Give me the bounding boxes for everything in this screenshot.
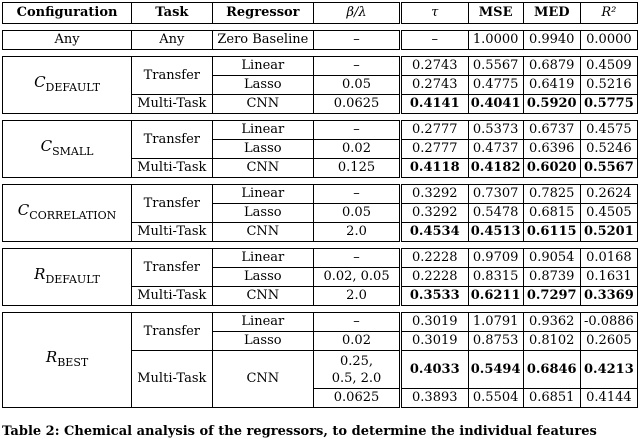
cell-regressor: Zero Baseline [212, 31, 314, 50]
config-main: R [34, 265, 46, 283]
table-row [3, 313, 638, 332]
cell-tau: 0.2777 [400, 121, 468, 140]
beta-lambda-line: 0.5, 2.0 [331, 370, 382, 386]
task-label: Multi-Task [132, 351, 212, 408]
header-mse: MSE [468, 3, 523, 24]
config-label [3, 121, 132, 178]
baseline-row [3, 31, 638, 50]
cell-beta-lambda: 0.02 [314, 332, 401, 351]
cell-tau: – [400, 31, 468, 50]
cell-r2: 0.2624 [580, 185, 637, 204]
spacer [3, 50, 638, 57]
cell-beta-lambda: 0.0625 [314, 389, 401, 408]
cell-regressor: Lasso [212, 76, 314, 95]
cell-med: 0.6737 [523, 121, 580, 140]
cell-r2: 0.5216 [580, 76, 637, 95]
cell-med: 0.7825 [523, 185, 580, 204]
task-label: Multi-Task [132, 95, 212, 114]
table-row [3, 121, 638, 140]
cell-tau: 0.2743 [400, 76, 468, 95]
cell-med: 0.6879 [523, 57, 580, 76]
cell-med: 0.6846 [523, 351, 580, 389]
cell-beta-lambda: – [314, 31, 401, 50]
header-med: MED [523, 3, 580, 24]
cell-med: 0.9362 [523, 313, 580, 332]
cell-r2: 0.1631 [580, 268, 637, 287]
cell-tau: 0.4118 [400, 159, 468, 178]
cell-beta-lambda: – [314, 57, 401, 76]
task-label: Transfer [132, 57, 212, 95]
header-r2: R² [580, 3, 637, 24]
cell-med: 0.9940 [523, 31, 580, 50]
table-row [3, 185, 638, 204]
beta-lambda-line: 0.25, [339, 353, 374, 369]
cell-mse: 0.4737 [468, 140, 523, 159]
config-label [3, 57, 132, 114]
cell-regressor: Linear [212, 249, 314, 268]
cell-r2: 0.5567 [580, 159, 637, 178]
cell-tau: 0.3893 [400, 389, 468, 408]
cell-r2: 0.4144 [580, 389, 637, 408]
cell-med: 0.6020 [523, 159, 580, 178]
task-label: Transfer [132, 249, 212, 287]
cell-r2: 0.4505 [580, 204, 637, 223]
table-caption: Table 2: Chemical analysis of the regressors, to determine the individual features [2, 424, 597, 439]
spacer [3, 306, 638, 313]
header-beta-lambda: β/λ [314, 3, 401, 24]
cell-mse: 0.4513 [468, 223, 523, 242]
task-label: Multi-Task [132, 287, 212, 306]
cell-beta-lambda: – [314, 313, 401, 332]
cell-r2: 0.2605 [580, 332, 637, 351]
config-main: R [45, 348, 58, 366]
header-tau: τ [400, 3, 468, 24]
cell-task: Any [132, 31, 212, 50]
cell-regressor: Lasso [212, 268, 314, 287]
cell-r2: 0.4509 [580, 57, 637, 76]
cell-r2: 0.5246 [580, 140, 637, 159]
cell-med: 0.6851 [523, 389, 580, 408]
cell-regressor: CNN [212, 351, 314, 408]
cell-beta-lambda: 0.0625 [314, 95, 401, 114]
cell-mse: 0.7307 [468, 185, 523, 204]
cell-mse: 0.9709 [468, 249, 523, 268]
cell-r2: -0.0886 [580, 313, 637, 332]
spacer-cell [3, 242, 638, 249]
cell-regressor: Linear [212, 121, 314, 140]
cell-mse: 0.5567 [468, 57, 523, 76]
cell-tau: 0.2228 [400, 268, 468, 287]
spacer-cell [3, 114, 638, 121]
spacer-cell [3, 24, 638, 31]
cell-mse: 0.5478 [468, 204, 523, 223]
config-main: C [40, 137, 53, 155]
task-label: Transfer [132, 313, 212, 351]
cell-beta-lambda: 0.02 [314, 140, 401, 159]
cell-mse: 0.6211 [468, 287, 523, 306]
spacer [3, 242, 638, 249]
config-main: C [34, 73, 46, 91]
cell-regressor: Linear [212, 57, 314, 76]
cell-tau: 0.3019 [400, 313, 468, 332]
cell-regressor: Lasso [212, 140, 314, 159]
cell-tau: 0.4534 [400, 223, 468, 242]
task-label: Transfer [132, 121, 212, 159]
cell-beta-lambda: – [314, 249, 401, 268]
cell-mse: 0.4182 [468, 159, 523, 178]
cell-regressor: CNN [212, 287, 314, 306]
cell-mse: 0.5373 [468, 121, 523, 140]
config-label [3, 185, 132, 242]
config-label [3, 313, 132, 408]
config-main: C [17, 201, 30, 219]
cell-mse: 0.4041 [468, 95, 523, 114]
cell-beta-lambda: 0.02, 0.05 [314, 268, 401, 287]
cell-tau: 0.3019 [400, 332, 468, 351]
cell-r2: 0.0168 [580, 249, 637, 268]
results-table [2, 2, 638, 408]
cell-regressor: Linear [212, 313, 314, 332]
cell-r2: 0.5201 [580, 223, 637, 242]
cell-mse: 0.8315 [468, 268, 523, 287]
cell-r2: 0.5775 [580, 95, 637, 114]
spacer [3, 24, 638, 31]
cell-med: 0.8102 [523, 332, 580, 351]
cell-beta-lambda: 2.0 [314, 287, 401, 306]
task-label: Multi-Task [132, 159, 212, 178]
results-table-container [2, 2, 638, 408]
header-regressor: Regressor [212, 3, 314, 24]
header-row [3, 3, 638, 24]
cell-med: 0.9054 [523, 249, 580, 268]
cell-tau: 0.4141 [400, 95, 468, 114]
cell-med: 0.6115 [523, 223, 580, 242]
cell-med: 0.6396 [523, 140, 580, 159]
config-sub: SMALL [52, 145, 94, 158]
cell-mse: 1.0000 [468, 31, 523, 50]
config-label [3, 249, 132, 306]
config-sub: DEFAULT [45, 273, 100, 286]
cell-regressor: CNN [212, 159, 314, 178]
spacer [3, 178, 638, 185]
table-row [3, 249, 638, 268]
cell-beta-lambda: 0.125 [314, 159, 401, 178]
cell-beta-lambda: 0.05 [314, 76, 401, 95]
cell-r2: 0.4213 [580, 351, 637, 389]
table-row [3, 57, 638, 76]
cell-regressor: CNN [212, 95, 314, 114]
cell-med: 0.8739 [523, 268, 580, 287]
cell-mse: 0.5504 [468, 389, 523, 408]
cell-r2: 0.4575 [580, 121, 637, 140]
config-sub: BEST [57, 356, 89, 369]
cell-med: 0.7297 [523, 287, 580, 306]
cell-regressor: CNN [212, 223, 314, 242]
cell-med: 0.6419 [523, 76, 580, 95]
spacer-cell [3, 178, 638, 185]
cell-beta-lambda [314, 351, 401, 389]
cell-beta-lambda: 0.05 [314, 204, 401, 223]
cell-tau: 0.3292 [400, 204, 468, 223]
cell-mse: 0.4775 [468, 76, 523, 95]
cell-tau: 0.2777 [400, 140, 468, 159]
header-configuration: Configuration [3, 3, 132, 24]
task-label: Multi-Task [132, 223, 212, 242]
spacer [3, 114, 638, 121]
cell-med: 0.6815 [523, 204, 580, 223]
cell-tau: 0.3533 [400, 287, 468, 306]
cell-regressor: Lasso [212, 204, 314, 223]
cell-mse: 0.5494 [468, 351, 523, 389]
cell-regressor: Lasso [212, 332, 314, 351]
cell-tau: 0.3292 [400, 185, 468, 204]
cell-tau: 0.2743 [400, 57, 468, 76]
spacer-cell [3, 50, 638, 57]
task-label: Transfer [132, 185, 212, 223]
cell-mse: 0.8753 [468, 332, 523, 351]
cell-med: 0.5920 [523, 95, 580, 114]
config-sub: CORRELATION [29, 209, 117, 222]
cell-mse: 1.0791 [468, 313, 523, 332]
cell-beta-lambda: – [314, 121, 401, 140]
cell-r2: 0.0000 [580, 31, 637, 50]
cell-tau: 0.4033 [400, 351, 468, 389]
header-task: Task [132, 3, 212, 24]
spacer-cell [3, 306, 638, 313]
cell-configuration: Any [3, 31, 132, 50]
cell-tau: 0.2228 [400, 249, 468, 268]
cell-beta-lambda: 2.0 [314, 223, 401, 242]
cell-beta-lambda: – [314, 185, 401, 204]
cell-r2: 0.3369 [580, 287, 637, 306]
cell-regressor: Linear [212, 185, 314, 204]
config-sub: DEFAULT [45, 81, 101, 94]
